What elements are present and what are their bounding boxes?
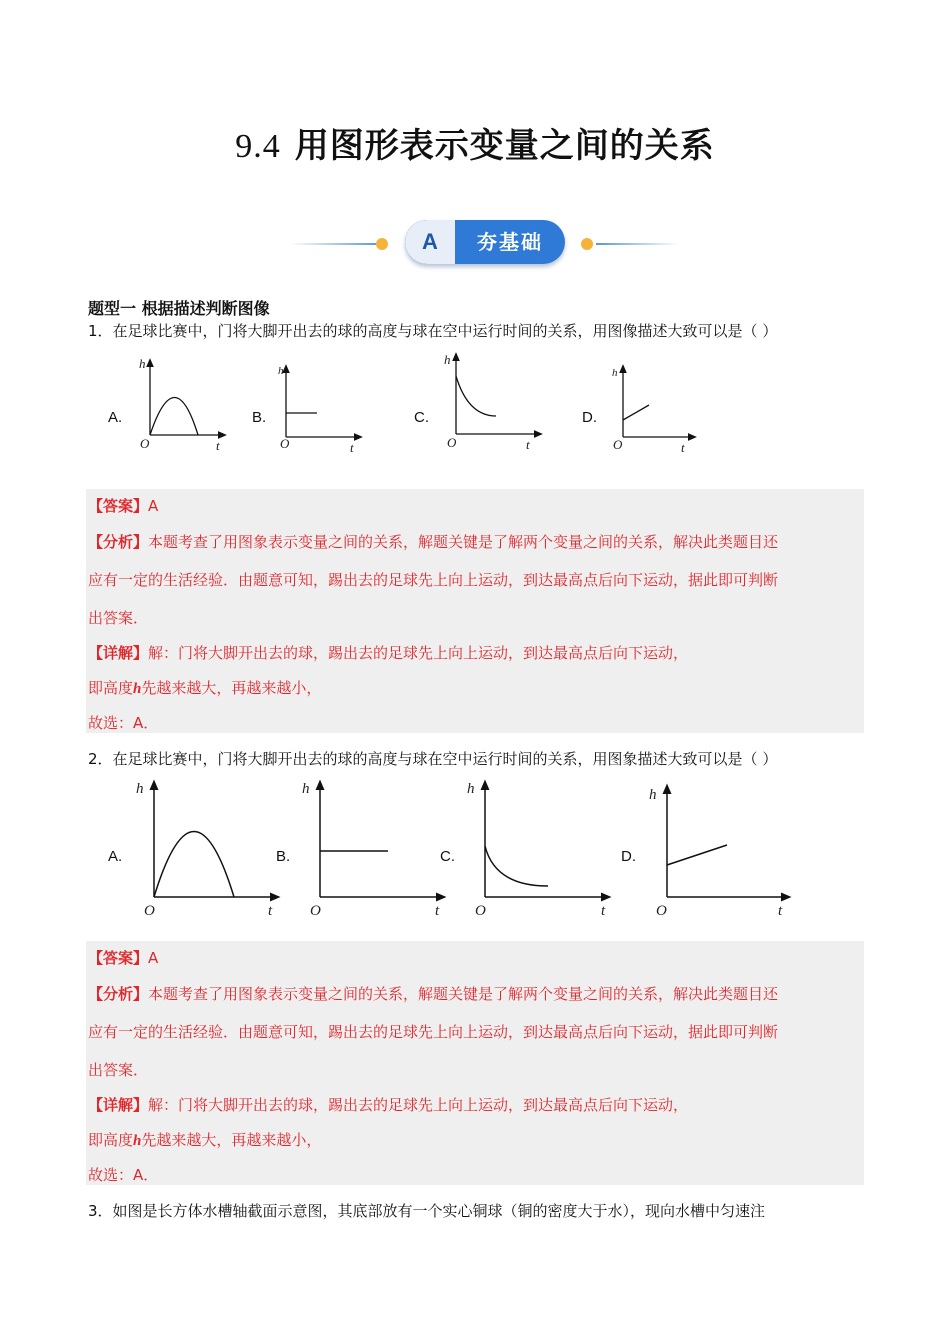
q1-detail-text1: 解：门将大脚开出去的球，踢出去的足球先上向上运动，到达最高点后向下运动， bbox=[148, 644, 689, 662]
q2-a-x-label: t bbox=[268, 903, 273, 919]
q1-b-y-label: h bbox=[278, 365, 284, 377]
q2-detail-var: h bbox=[133, 1133, 142, 1149]
q1-detail-line2 bbox=[88, 677, 321, 698]
q2-analysis-line1 bbox=[88, 983, 778, 1004]
q1-curve-d bbox=[623, 405, 649, 420]
q2-curve-a bbox=[154, 832, 234, 898]
q1-detail-pre: 即高度 bbox=[88, 679, 134, 697]
q1-detail-line3: 故选：A． bbox=[88, 714, 159, 732]
q1-c-y-label: h bbox=[444, 352, 451, 367]
q1-b-x-label: t bbox=[350, 440, 354, 455]
q2-analysis-tag: 【分析】 bbox=[88, 985, 149, 1003]
banner-line-left bbox=[290, 243, 378, 245]
banner-dot-left bbox=[376, 238, 388, 250]
q2-analysis-line3: 出答案． bbox=[88, 1061, 149, 1079]
q1-d-origin: O bbox=[613, 437, 623, 452]
q1-detail-tag: 【详解】 bbox=[88, 644, 149, 662]
banner-letter: A bbox=[405, 220, 455, 264]
q1-option-d-label: D. bbox=[582, 409, 597, 426]
question-2-text: 2．在足球比赛中，门将大脚开出去的球的高度与球在空中运行时间的关系，用图象描述大致可以是（ ） bbox=[88, 750, 778, 768]
banner-text: 夯基础 bbox=[477, 230, 543, 254]
q2-detail-line3: 故选：A． bbox=[88, 1166, 159, 1184]
q1-analysis-line1 bbox=[88, 531, 778, 552]
q1-answer-value: A bbox=[148, 497, 159, 515]
q2-c-x-label: t bbox=[601, 903, 606, 919]
q2-graph-b bbox=[299, 776, 449, 921]
q1-c-x-label: t bbox=[526, 437, 530, 452]
q1-graph-a bbox=[130, 352, 230, 452]
q1-answer-tag: 【答案】 bbox=[88, 497, 149, 515]
q1-analysis-line3: 出答案． bbox=[88, 609, 149, 627]
q2-a-origin: O bbox=[144, 903, 155, 919]
q1-b-origin: O bbox=[280, 436, 290, 451]
q2-a-y-label: h bbox=[136, 781, 144, 797]
banner-line-right bbox=[596, 243, 680, 245]
q2-detail-pre: 即高度 bbox=[88, 1131, 134, 1149]
q1-detail-var: h bbox=[133, 681, 142, 697]
q1-option-b-label: B. bbox=[252, 409, 267, 426]
section-title: 题型一 根据描述判断图像 bbox=[88, 299, 270, 318]
q2-d-x-label: t bbox=[778, 903, 783, 919]
q2-option-b-label: B. bbox=[276, 848, 291, 865]
page-title bbox=[0, 118, 950, 167]
q2-analysis-line2: 应有一定的生活经验．由题意可知，踢出去的足球先上向上运动，到达最高点后向下运动，据此即可判断 bbox=[88, 1023, 779, 1041]
q2-option-a-label: A. bbox=[108, 848, 123, 865]
section-banner bbox=[290, 216, 680, 272]
q1-analysis-line2: 应有一定的生活经验．由题意可知，踢出去的足球先上向上运动，到达最高点后向下运动，据此即可判断 bbox=[88, 571, 779, 589]
q2-d-y-label: h bbox=[649, 787, 657, 803]
title-number: 9.4 bbox=[235, 128, 281, 165]
q1-a-origin: O bbox=[140, 436, 150, 451]
q2-answer-tag: 【答案】 bbox=[88, 949, 149, 967]
banner-dot-right bbox=[581, 238, 593, 250]
q1-d-x-label: t bbox=[681, 440, 685, 455]
q1-graph-b bbox=[266, 360, 366, 455]
q1-curve-c bbox=[456, 376, 496, 416]
q2-d-origin: O bbox=[656, 903, 667, 919]
q2-detail-text1: 解：门将大脚开出去的球，踢出去的足球先上向上运动，到达最高点后向下运动， bbox=[148, 1096, 689, 1114]
q2-analysis-text1: 本题考查了用图象表示变量之间的关系，解题关键是了解两个变量之间的关系，解决此类题目还 bbox=[148, 985, 779, 1003]
q2-option-c-label: C. bbox=[440, 848, 455, 865]
q2-graph-d bbox=[647, 776, 797, 921]
q2-graph-a bbox=[134, 776, 284, 921]
q1-graph-d bbox=[603, 360, 699, 455]
q1-curve-a bbox=[150, 398, 198, 436]
q2-c-origin: O bbox=[475, 903, 486, 919]
q2-detail-tag: 【详解】 bbox=[88, 1096, 149, 1114]
q2-b-origin: O bbox=[310, 903, 321, 919]
q2-b-x-label: t bbox=[435, 903, 440, 919]
banner-pill bbox=[405, 220, 565, 264]
q1-c-origin: O bbox=[447, 435, 457, 450]
title-text: 用图形表示变量之间的关系 bbox=[294, 126, 715, 166]
q2-graph-c bbox=[465, 776, 615, 921]
q2-curve-d bbox=[667, 845, 727, 865]
q2-curve-c bbox=[485, 846, 548, 886]
question-1-text: 1．在足球比赛中，门将大脚开出去的球的高度与球在空中运行时间的关系，用图像描述大致可以是（ ） bbox=[88, 322, 778, 340]
q2-detail-line2 bbox=[88, 1129, 321, 1150]
question-3-text: 3．如图是长方体水槽轴截面示意图，其底部放有一个实心铜球（铜的密度大于水），现向水槽中匀速注 bbox=[88, 1202, 766, 1220]
q1-option-c-label: C. bbox=[414, 409, 429, 426]
q2-detail-post: 先越来越大，再越来越小， bbox=[141, 1131, 322, 1149]
q1-option-a-label: A. bbox=[108, 409, 123, 426]
q2-option-d-label: D. bbox=[621, 848, 636, 865]
q2-c-y-label: h bbox=[467, 781, 475, 797]
q1-a-x-label: t bbox=[216, 438, 220, 453]
q2-detail-line1 bbox=[88, 1094, 688, 1115]
q1-answer-line bbox=[88, 495, 158, 516]
q1-graph-c bbox=[436, 348, 546, 453]
q2-answer-line bbox=[88, 947, 158, 968]
q2-b-y-label: h bbox=[302, 781, 310, 797]
q1-detail-post: 先越来越大，再越来越小， bbox=[141, 679, 322, 697]
q1-analysis-text1: 本题考查了用图象表示变量之间的关系，解题关键是了解两个变量之间的关系，解决此类题目还 bbox=[148, 533, 779, 551]
q2-answer-value: A bbox=[148, 949, 159, 967]
q1-d-y-label: h bbox=[612, 367, 618, 379]
q1-a-y-label: h bbox=[139, 356, 146, 371]
q1-analysis-tag: 【分析】 bbox=[88, 533, 149, 551]
q1-detail-line1 bbox=[88, 642, 688, 663]
